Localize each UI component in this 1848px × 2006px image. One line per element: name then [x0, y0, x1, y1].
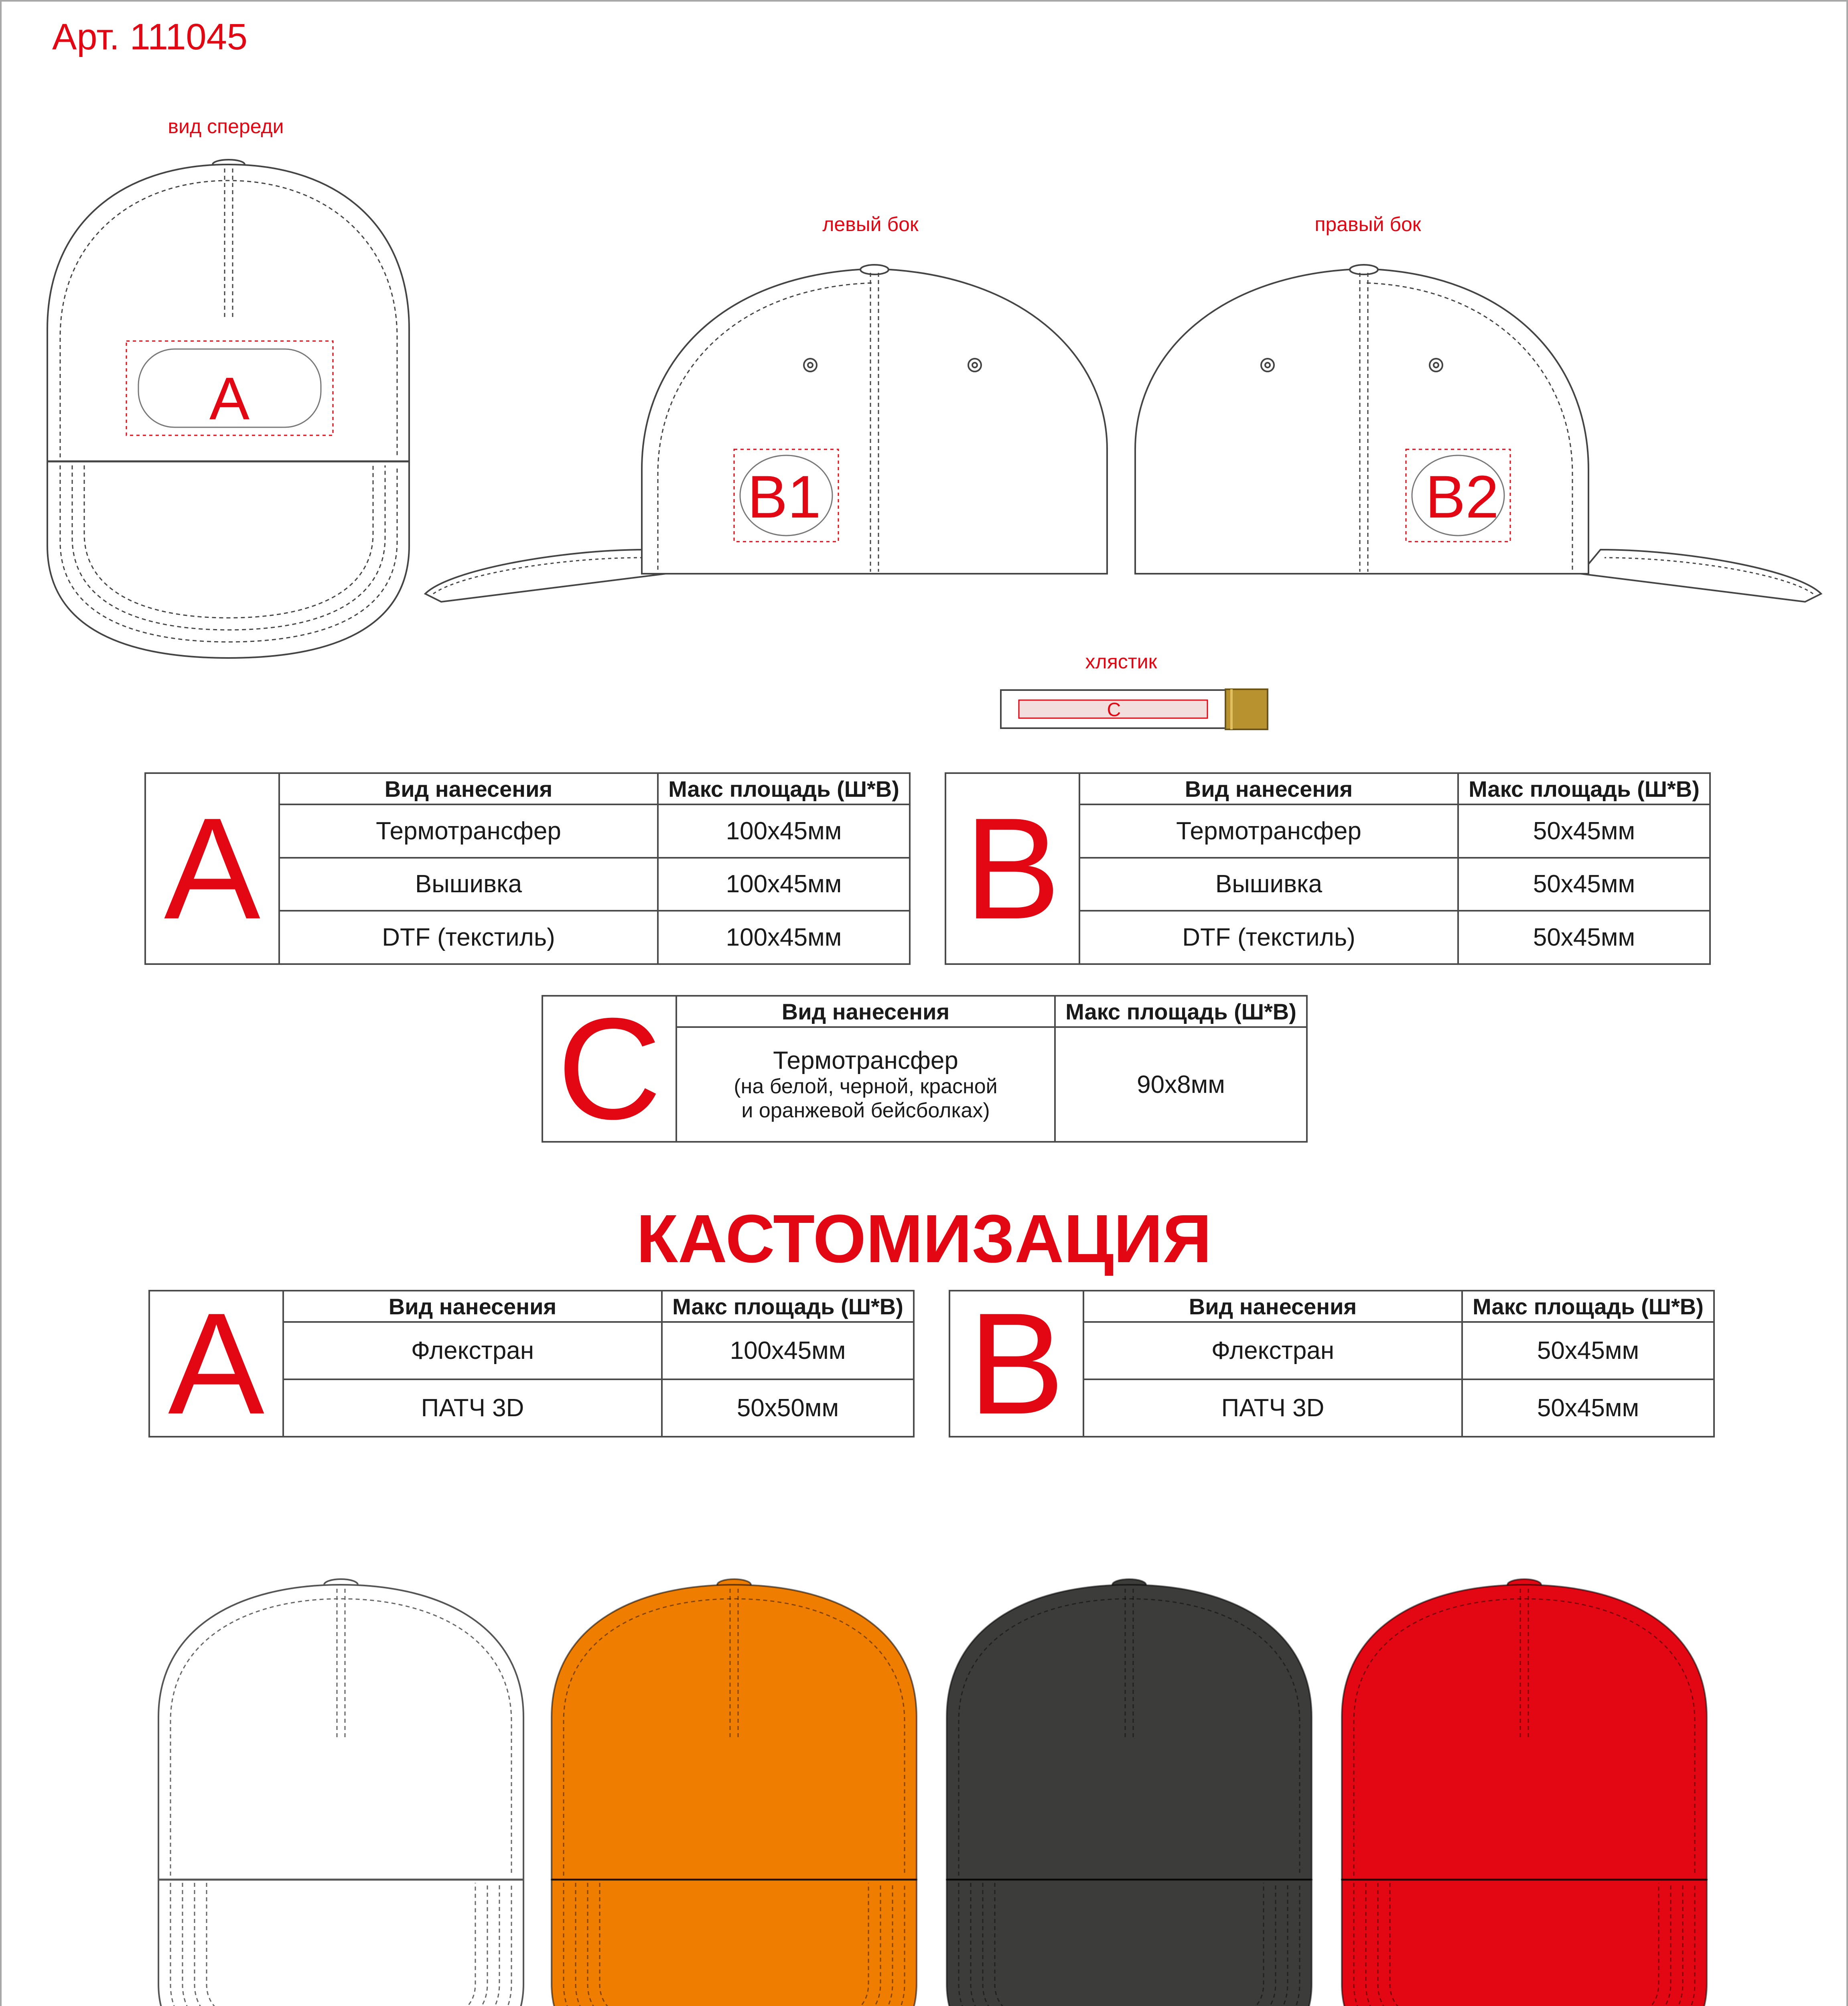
method-cell: Термотрансфер [1079, 804, 1458, 858]
method-cell: Вышивка [1079, 858, 1458, 911]
area-cell: 100х45мм [658, 858, 910, 911]
custom-table-a [148, 1283, 915, 1444]
method-header: Вид нанесения [1083, 1291, 1462, 1322]
area-header: Макс площадь (Ш*В) [1458, 773, 1710, 804]
zone-c-marker: С [1107, 699, 1121, 721]
area-cell: 100х45мм [658, 911, 910, 964]
method-header: Вид нанесения [676, 996, 1055, 1027]
area-header: Макс площадь (Ш*В) [658, 773, 910, 804]
method-cell: DTF (текстиль) [279, 911, 658, 964]
table-b-application [945, 772, 1711, 965]
cap-technical-drawings [0, 0, 1848, 742]
method-note-line-2: и оранжевой бейсболках) [741, 1098, 990, 1122]
method-note-line-1: (на белой, черной, красной [734, 1074, 998, 1098]
method-cell: ПАТЧ 3D [1083, 1379, 1462, 1437]
zone-b1-marker: B1 [747, 463, 821, 530]
area-cell: 100х45мм [662, 1322, 914, 1379]
article-number: Арт. 111045 [52, 16, 247, 57]
area-header: Макс площадь (Ш*В) [1462, 1291, 1714, 1322]
table-c-letter: C [542, 996, 676, 1142]
table-a-letter: A [145, 773, 279, 964]
left-side-label: левый бок [822, 213, 919, 236]
area-cell: 50х45мм [1458, 804, 1710, 858]
method-header: Вид нанесения [1079, 773, 1458, 804]
area-cell: 50х50мм [662, 1379, 914, 1437]
custom-b-letter: B [949, 1291, 1083, 1437]
area-cell: 50х45мм [1458, 858, 1710, 911]
area-header: Макс площадь (Ш*В) [662, 1291, 914, 1322]
method-cell: Флекстран [283, 1322, 662, 1379]
custom-table-b [949, 1283, 1715, 1444]
right-side-cap [1135, 265, 1821, 602]
custom-a-letter: A [149, 1291, 283, 1437]
customization-title: КАСТОМИЗАЦИЯ [636, 1201, 1212, 1277]
method-cell: Термотрансфер [279, 804, 658, 858]
method-header: Вид нанесения [283, 1291, 662, 1322]
table-b-letter: B [945, 773, 1079, 964]
method-cell: Флекстран [1083, 1322, 1462, 1379]
area-cell: 50х45мм [1458, 911, 1710, 964]
strap-label: хлястик [1085, 650, 1157, 673]
method-main: Термотрансфер [773, 1046, 958, 1074]
method-cell [676, 1027, 1055, 1142]
area-cell: 90х8мм [1055, 1027, 1307, 1142]
table-a-application [144, 772, 911, 965]
strap-drawing [1001, 689, 1268, 729]
area-header: Макс площадь (Ш*В) [1055, 996, 1307, 1027]
right-side-label: правый бок [1314, 213, 1421, 236]
zone-b2-marker: B2 [1425, 463, 1499, 530]
method-header: Вид нанесения [279, 773, 658, 804]
table-c-application [542, 988, 1308, 1149]
front-view-label: вид спереди [168, 115, 284, 138]
left-side-cap [425, 265, 1107, 602]
area-cell: 100х45мм [658, 804, 910, 858]
area-cell: 50х45мм [1462, 1322, 1714, 1379]
method-cell: Вышивка [279, 858, 658, 911]
method-cell: ПАТЧ 3D [283, 1379, 662, 1437]
area-cell: 50х45мм [1462, 1379, 1714, 1437]
method-cell: DTF (текстиль) [1079, 911, 1458, 964]
zone-a-marker: A [209, 365, 250, 432]
